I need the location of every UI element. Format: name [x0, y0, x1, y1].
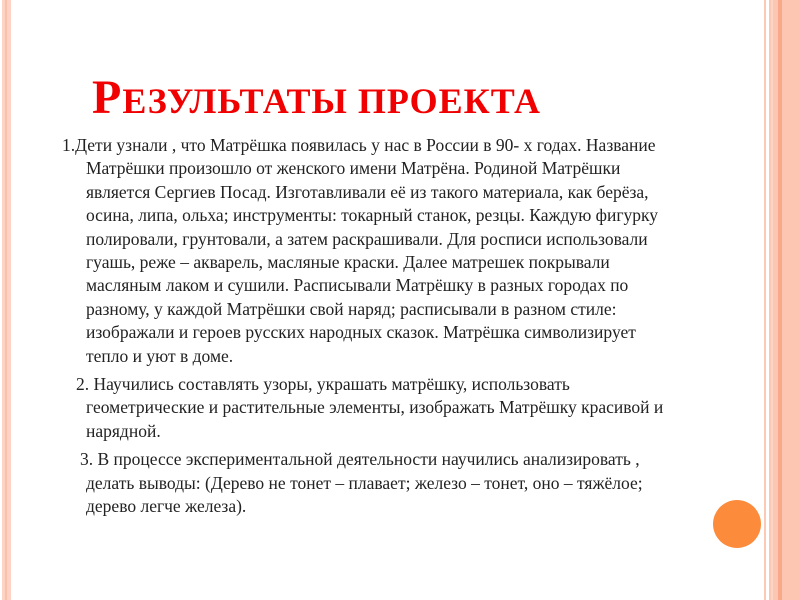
right-border-stripe-thin — [764, 0, 766, 600]
result-paragraph-1 — [0, 134, 760, 368]
text-line: нарядной. — [86, 420, 161, 441]
text-line: геометрические и растительные элементы, изображать Матрёшку красивой и — [86, 397, 664, 418]
text-line: 1.Дети узнали , что Матрёшка появилась у нас в России в 90- х годах. Название — [62, 135, 656, 155]
decorative-circle — [713, 500, 761, 548]
right-border-band — [769, 0, 800, 600]
right-border-stripe-light — [771, 0, 773, 600]
text-line: изображали и героев русских народных сказок. Матрёшка символизирует — [86, 322, 636, 343]
text-line: является Сергиев Посад. Изготавливали её из такого материала, как берёза, — [86, 181, 649, 202]
text-line: разному, у каждой Матрёшки свой наряд; расписывали в разном стиле: — [86, 298, 617, 319]
text-line: Матрёшки произошло от женского имени Матрёна. Родиной Матрёшки — [86, 158, 621, 179]
text-line: 3. В процессе экспериментальной деятельности научились анализировать , — [80, 449, 640, 470]
text-line: 2. Научились составлять узоры, украшать матрёшку, использовать — [76, 374, 570, 395]
text-line: дерево легче железа). — [86, 496, 247, 517]
text-line: полировали, грунтовали, а затем раскрашивали. Для росписи использовали — [86, 228, 648, 249]
text-line: осина, липа, ольха; инструменты: токарный станок, резцы. Каждую фигурку — [86, 205, 659, 226]
text-line: делать выводы: (Дерево не тонет – плавает; железо – тонет, оно – тяжёлое; — [86, 472, 643, 493]
right-border-stripe-dark — [778, 0, 782, 600]
text-line: гуашь, реже – акварель, масляные краски. Далее матрешек покрывали — [86, 252, 610, 273]
text-line: тепло и уют в доме. — [86, 345, 234, 366]
result-paragraph-3 — [0, 448, 760, 518]
text-line: масляным лаком и сушили. Расписывали Матрёшку в разных городах по — [86, 275, 629, 296]
result-paragraph-2 — [0, 373, 760, 443]
slide-body — [0, 134, 760, 524]
slide-title: РЕЗУЛЬТАТЫ ПРОЕКТА — [92, 71, 542, 124]
